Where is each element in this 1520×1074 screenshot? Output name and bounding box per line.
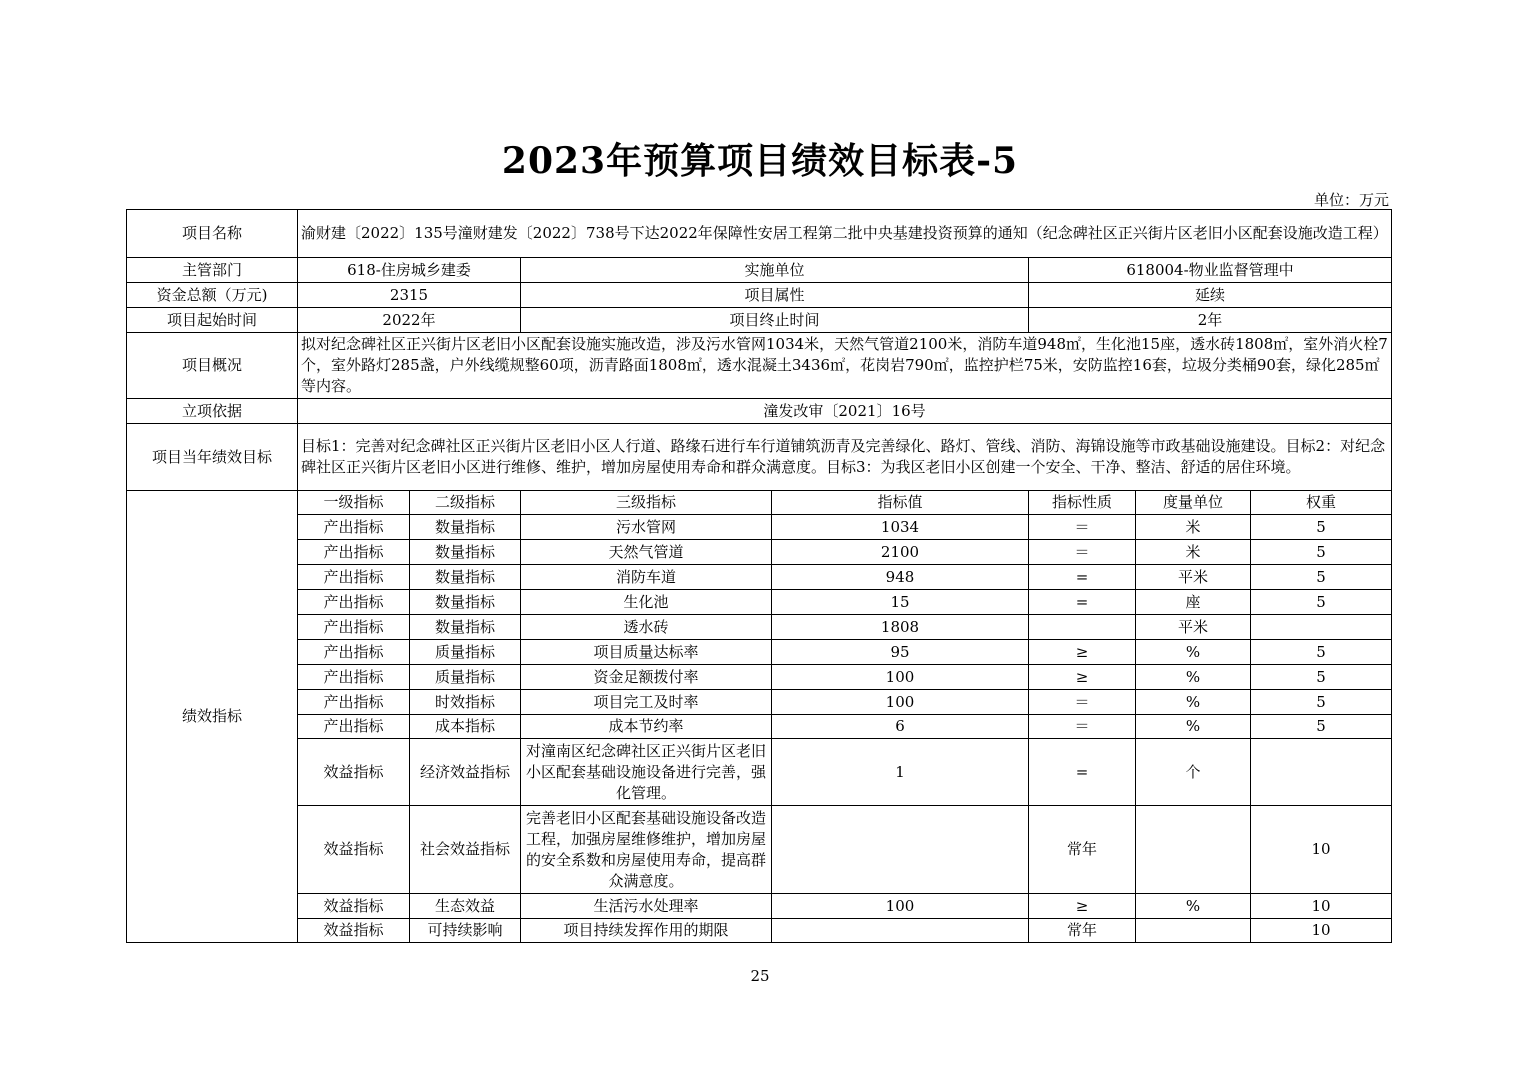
level3-cell: 项目完工及时率 — [521, 690, 772, 715]
dept-value: 618-住房城乡建委 — [298, 258, 521, 283]
level3-cell: 天然气管道 — [521, 540, 772, 565]
value-cell: 95 — [772, 640, 1029, 665]
level2-cell: 数量指标 — [410, 540, 521, 565]
level3-cell: 对潼南区纪念碑社区正兴街片区老旧小区配套基础设施设备进行完善，强化管理。 — [521, 739, 772, 806]
table-row — [127, 894, 1392, 919]
level1-cell: 产出指标 — [298, 665, 410, 690]
level1-cell: 产出指标 — [298, 540, 410, 565]
unit-cell: 个 — [1136, 739, 1251, 806]
nature-cell: = — [1029, 739, 1136, 806]
level1-cell: 效益指标 — [298, 739, 410, 806]
value-cell: 15 — [772, 590, 1029, 615]
header-cell: 指标值 — [772, 491, 1029, 515]
weight-cell: 5 — [1251, 640, 1392, 665]
level1-cell: 产出指标 — [298, 690, 410, 715]
unit-cell: 平米 — [1136, 565, 1251, 590]
weight-cell: 10 — [1251, 894, 1392, 919]
end-label: 项目终止时间 — [521, 308, 1029, 333]
dept-label: 主管部门 — [127, 258, 298, 283]
table-row — [127, 540, 1392, 565]
unit-label: 单位：万元 — [1313, 191, 1389, 209]
level1-cell: 产出指标 — [298, 590, 410, 615]
level2-cell: 质量指标 — [410, 640, 521, 665]
level1-cell: 产出指标 — [298, 715, 410, 739]
level1-cell: 产出指标 — [298, 640, 410, 665]
table-row — [127, 665, 1392, 690]
nature-cell: ≥ — [1029, 665, 1136, 690]
nature-cell — [1029, 615, 1136, 640]
value-cell: 6 — [772, 715, 1029, 739]
impl-label: 实施单位 — [521, 258, 1029, 283]
nature-cell: = — [1029, 565, 1136, 590]
start-value: 2022年 — [298, 308, 521, 333]
unit-cell: % — [1136, 715, 1251, 739]
level3-cell: 透水砖 — [521, 615, 772, 640]
weight-cell — [1251, 615, 1392, 640]
level1-cell: 产出指标 — [298, 565, 410, 590]
level3-cell: 生化池 — [521, 590, 772, 615]
weight-cell: 5 — [1251, 715, 1392, 739]
weight-cell: 5 — [1251, 690, 1392, 715]
basis-label: 立项依据 — [127, 399, 298, 424]
impl-value: 618004-物业监督管理中 — [1029, 258, 1392, 283]
table-row — [127, 715, 1392, 739]
table-row — [127, 919, 1392, 943]
level2-cell: 经济效益指标 — [410, 739, 521, 806]
level2-cell: 质量指标 — [410, 665, 521, 690]
page-title: 2023年预算项目绩效目标表-5 — [501, 140, 1019, 182]
level3-cell: 生活污水处理率 — [521, 894, 772, 919]
level3-cell: 项目持续发挥作用的期限 — [521, 919, 772, 943]
goal-label: 项目当年绩效目标 — [127, 424, 298, 491]
level2-cell: 数量指标 — [410, 565, 521, 590]
level2-cell: 数量指标 — [410, 590, 521, 615]
table-row — [127, 640, 1392, 665]
table-row — [127, 565, 1392, 590]
indicators-section-label: 绩效指标 — [127, 491, 298, 943]
unit-cell: % — [1136, 665, 1251, 690]
weight-cell — [1251, 739, 1392, 806]
header-cell: 三级指标 — [521, 491, 772, 515]
level3-cell: 资金足额拨付率 — [521, 665, 772, 690]
value-cell: 100 — [772, 690, 1029, 715]
nature-cell: ＝ — [1029, 715, 1136, 739]
level3-cell: 污水管网 — [521, 515, 772, 540]
nature-cell: ≥ — [1029, 640, 1136, 665]
value-cell: 1 — [772, 739, 1029, 806]
end-value: 2年 — [1029, 308, 1392, 333]
unit-cell — [1136, 806, 1251, 894]
funds-label: 资金总额（万元) — [127, 283, 298, 308]
level2-cell: 数量指标 — [410, 515, 521, 540]
level2-cell: 成本指标 — [410, 715, 521, 739]
nature-cell: ＝ — [1029, 515, 1136, 540]
nature-cell: 常年 — [1029, 919, 1136, 943]
attr-value: 延续 — [1029, 283, 1392, 308]
weight-cell: 10 — [1251, 806, 1392, 894]
weight-cell: 10 — [1251, 919, 1392, 943]
basis-value: 潼发改审〔2021〕16号 — [298, 399, 1392, 424]
value-cell — [772, 806, 1029, 894]
level3-cell: 成本节约率 — [521, 715, 772, 739]
project-name-value: 渝财建〔2022〕135号潼财建发〔2022〕738号下达2022年保障性安居工程第二批中央基建投资预算的通知（纪念碑社区正兴街片区老旧小区配套设施改造工程） — [298, 210, 1392, 258]
nature-cell: = — [1029, 590, 1136, 615]
header-cell: 指标性质 — [1029, 491, 1136, 515]
funds-value: 2315 — [298, 283, 521, 308]
unit-cell: % — [1136, 690, 1251, 715]
table-row — [127, 739, 1392, 806]
level1-cell: 效益指标 — [298, 806, 410, 894]
level2-cell: 生态效益 — [410, 894, 521, 919]
unit-cell: 米 — [1136, 515, 1251, 540]
level2-cell: 时效指标 — [410, 690, 521, 715]
value-cell: 2100 — [772, 540, 1029, 565]
page-number: 25 — [750, 967, 770, 985]
header-cell: 权重 — [1251, 491, 1392, 515]
table-row — [127, 590, 1392, 615]
header-cell: 度量单位 — [1136, 491, 1251, 515]
level3-cell: 完善老旧小区配套基础设施设备改造工程，加强房屋维修维护，增加房屋的安全系数和房屋使用寿命，提高群众满意度。 — [521, 806, 772, 894]
level1-cell: 产出指标 — [298, 515, 410, 540]
level3-cell: 消防车道 — [521, 565, 772, 590]
level1-cell: 效益指标 — [298, 894, 410, 919]
unit-cell — [1136, 919, 1251, 943]
unit-cell: 平米 — [1136, 615, 1251, 640]
value-cell: 1034 — [772, 515, 1029, 540]
project-name-label: 项目名称 — [127, 210, 298, 258]
overview-value: 拟对纪念碑社区正兴街片区老旧小区配套设施实施改造，涉及污水管网1034米，天然气管道2100米，消防车道948㎡，生化池15座，透水砖1808㎡，室外消火栓7个，室外路灯285盏，户外线缆规整60项，沥青路面1808㎡，透水混凝土3436㎡，花岗岩790㎡，监控护栏75米，安防监控16套，垃圾分类桶90套，绿化285㎡等内容。 — [298, 333, 1392, 399]
overview-label: 项目概况 — [127, 333, 298, 399]
level2-cell: 可持续影响 — [410, 919, 521, 943]
start-label: 项目起始时间 — [127, 308, 298, 333]
value-cell — [772, 919, 1029, 943]
header-cell: 一级指标 — [298, 491, 410, 515]
level2-cell: 社会效益指标 — [410, 806, 521, 894]
weight-cell: 5 — [1251, 590, 1392, 615]
level3-cell: 项目质量达标率 — [521, 640, 772, 665]
table-row — [127, 615, 1392, 640]
nature-cell: ＝ — [1029, 540, 1136, 565]
weight-cell: 5 — [1251, 665, 1392, 690]
header-cell: 二级指标 — [410, 491, 521, 515]
value-cell: 948 — [772, 565, 1029, 590]
nature-cell: ＝ — [1029, 690, 1136, 715]
table-row — [127, 690, 1392, 715]
table-row — [127, 515, 1392, 540]
level1-cell: 效益指标 — [298, 919, 410, 943]
unit-cell: % — [1136, 894, 1251, 919]
goal-value: 目标1：完善对纪念碑社区正兴街片区老旧小区人行道、路缘石进行车行道铺筑沥青及完善绿化、路灯、管线、消防、海锦设施等市政基础设施建设。目标2：对纪念碑社区正兴街片区老旧小区进行维修、维护，增加房屋使用寿命和群众满意度。目标3：为我区老旧小区创建一个安全、干净、整洁、舒适的居住环境。 — [298, 424, 1392, 491]
unit-cell: % — [1136, 640, 1251, 665]
attr-label: 项目属性 — [521, 283, 1029, 308]
value-cell: 1808 — [772, 615, 1029, 640]
nature-cell: ≥ — [1029, 894, 1136, 919]
value-cell: 100 — [772, 665, 1029, 690]
unit-cell: 座 — [1136, 590, 1251, 615]
weight-cell: 5 — [1251, 540, 1392, 565]
value-cell: 100 — [772, 894, 1029, 919]
table-row — [127, 806, 1392, 894]
weight-cell: 5 — [1251, 565, 1392, 590]
level2-cell: 数量指标 — [410, 615, 521, 640]
performance-table — [126, 209, 1392, 943]
nature-cell: 常年 — [1029, 806, 1136, 894]
unit-cell: 米 — [1136, 540, 1251, 565]
level1-cell: 产出指标 — [298, 615, 410, 640]
weight-cell: 5 — [1251, 515, 1392, 540]
